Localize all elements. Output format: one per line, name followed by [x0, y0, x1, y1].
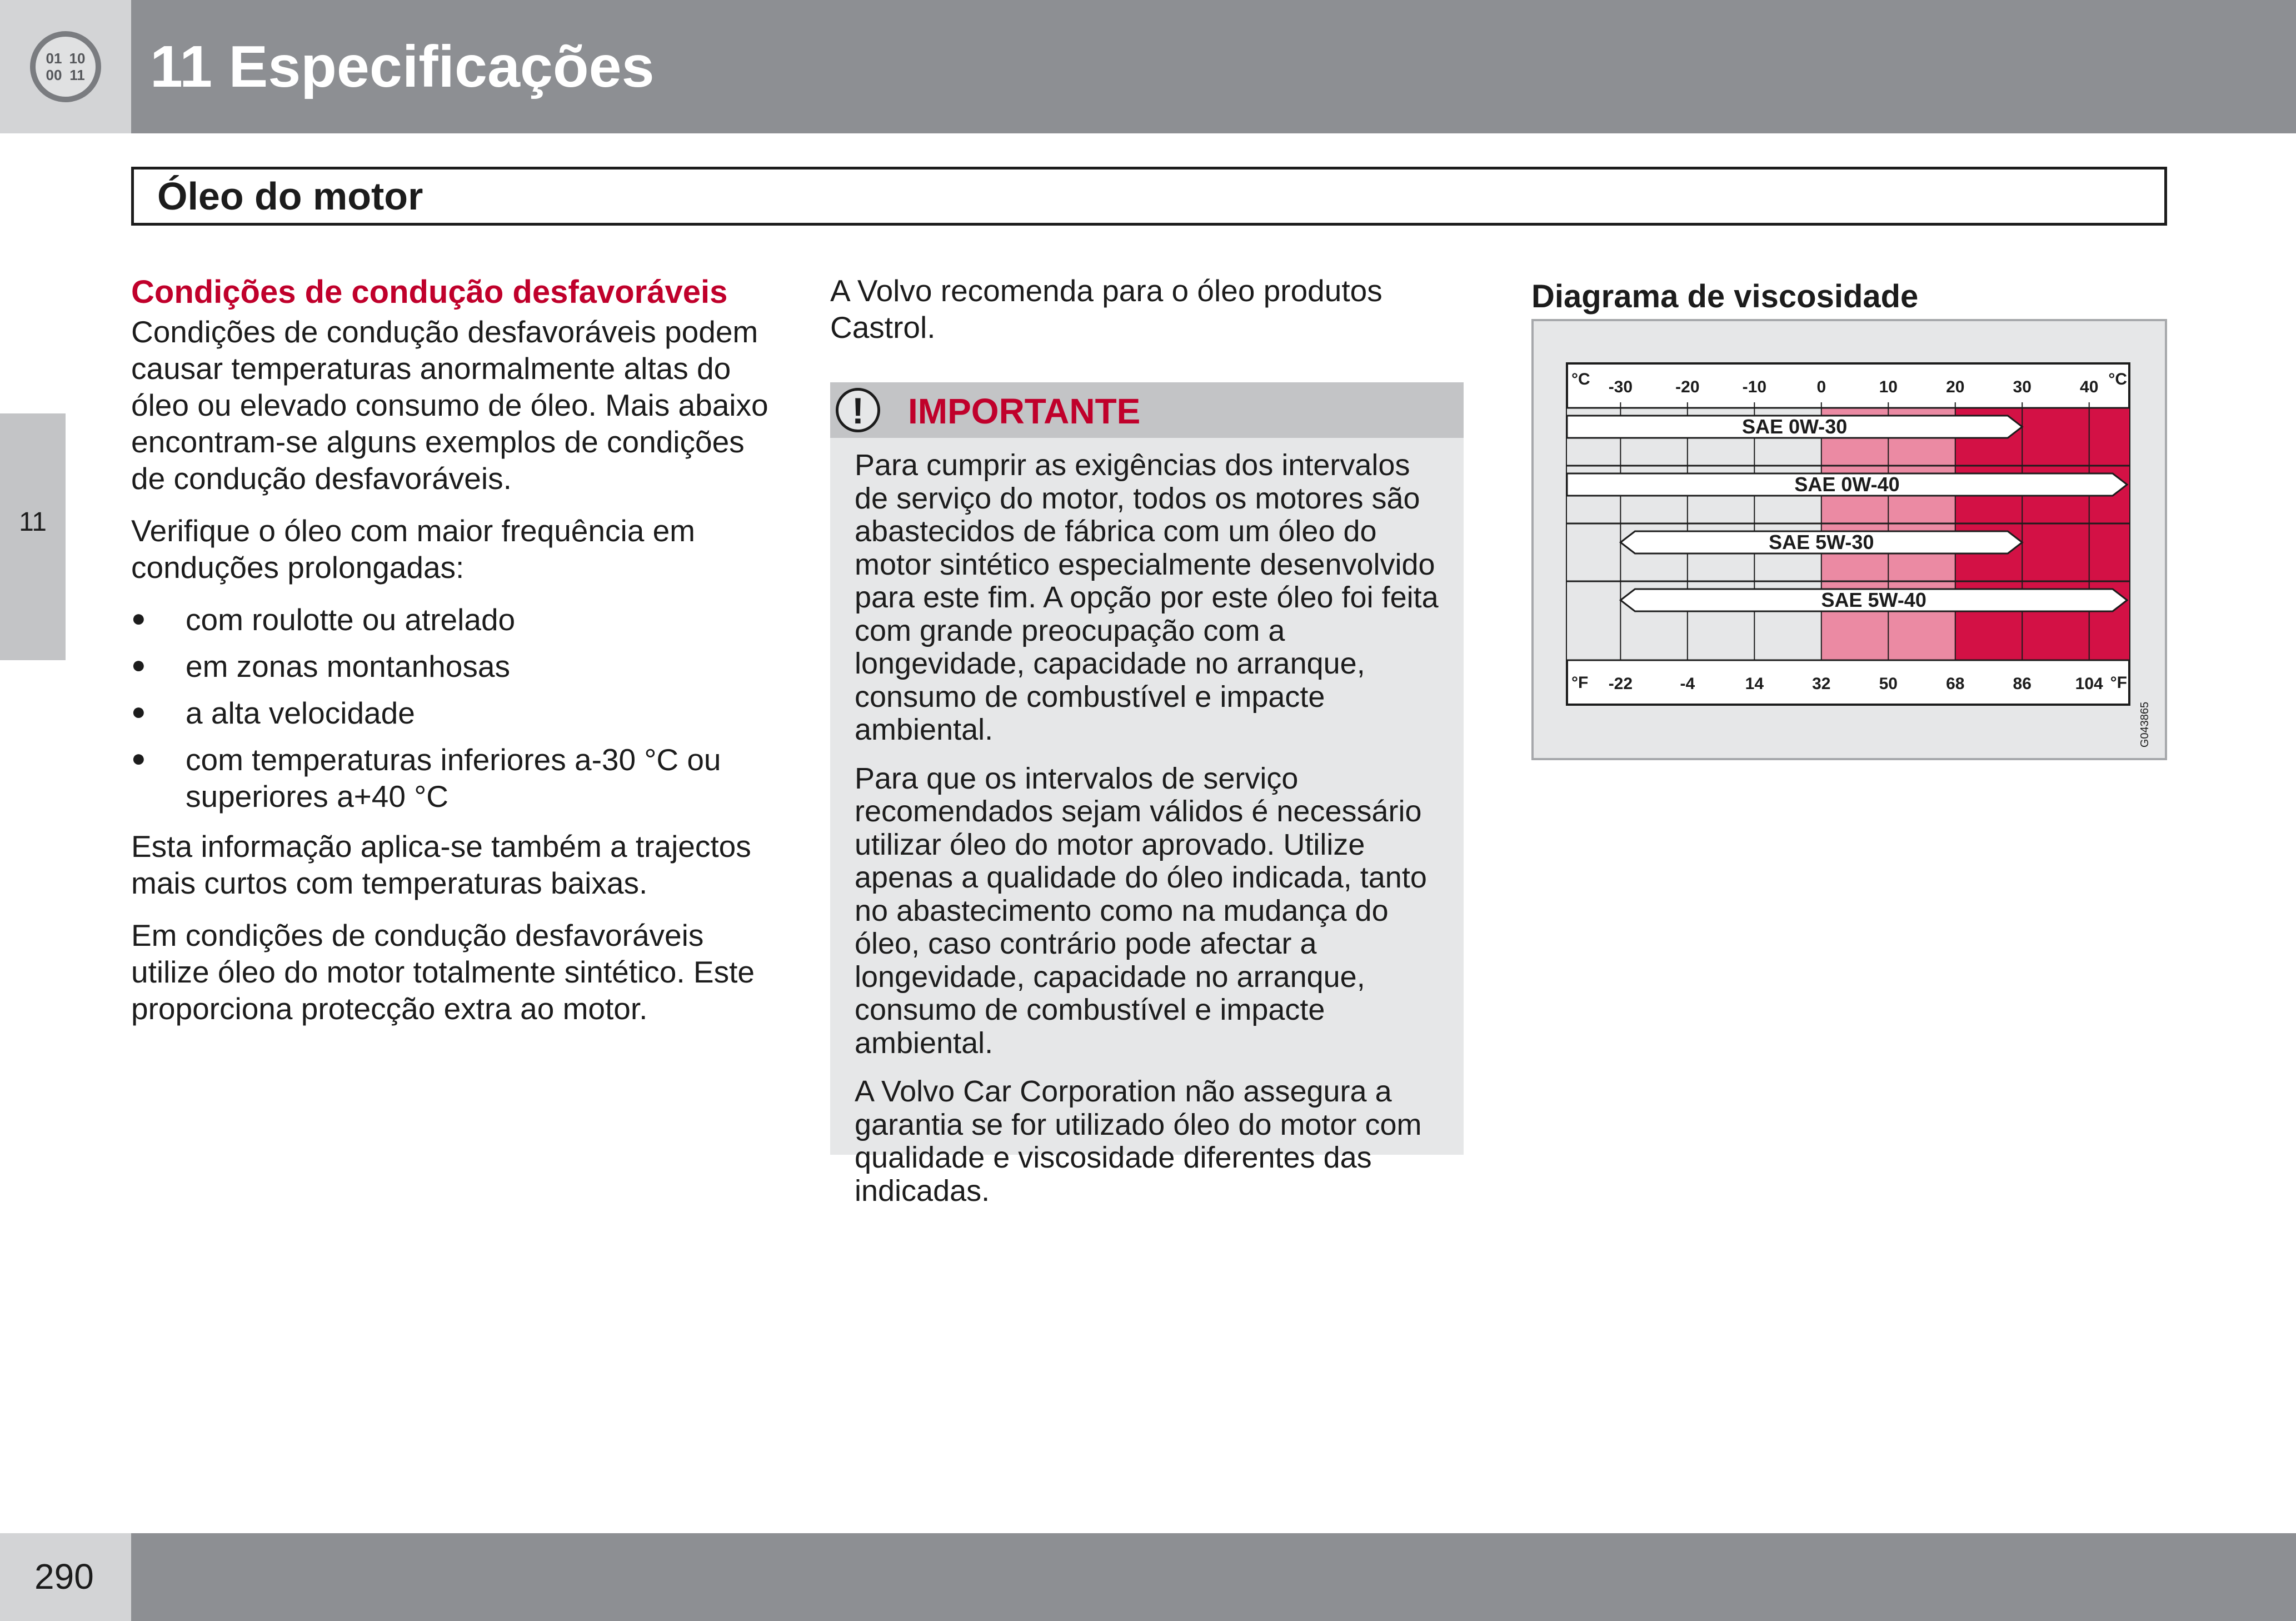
celsius-tick-label: 20: [1946, 378, 1965, 396]
paragraph: Condições de condução desfavoráveis podem causar temperaturas anormalmente altas do óleo ou elevado consumo de óleo. Mais abaixo encontram-se alguns exemplos de condições de condução desfavoráveis.: [131, 315, 768, 496]
footer-page-area: [0, 1533, 131, 1621]
celsius-tick-label: 30: [2013, 378, 2032, 396]
celsius-unit-right: °C: [2108, 370, 2127, 388]
fahrenheit-tick-label: -22: [1608, 675, 1633, 693]
celsius-tick-label: -30: [1608, 378, 1633, 396]
important-title: IMPORTANTE: [908, 391, 1141, 431]
celsius-tick-label: 0: [1816, 378, 1826, 396]
viscosity-chart: [1531, 319, 2167, 760]
footer-bar: [131, 1533, 2296, 1621]
bullet-item: ● em zonas montanhosas: [131, 648, 776, 685]
fahrenheit-tick-label: 86: [2013, 675, 2032, 693]
paragraph: Esta informação aplica-se também a trajectos mais curtos com temperaturas baixas.: [131, 829, 751, 900]
page-number: 290: [34, 1557, 94, 1597]
fahrenheit-tick-label: 14: [1745, 675, 1764, 693]
grade-label: SAE 5W-30: [1769, 531, 1874, 553]
chapter-side-tab[interactable]: [0, 413, 66, 660]
header-bar: [131, 0, 2296, 133]
column-left: [131, 272, 776, 1043]
fahrenheit-tick-label: 32: [1812, 675, 1831, 693]
celsius-unit-left: °C: [1571, 370, 1590, 388]
fahrenheit-tick-label: 50: [1879, 675, 1898, 693]
celsius-tick-label: -10: [1742, 378, 1767, 396]
paragraph: Para cumprir as exigências dos intervalos de serviço do motor, todos os motores são abastecidos de fábrica com um óleo do motor sintético especialmente desenvolvido para este fim. A opção por este óleo foi feita com grande preocupação com a longevidade, capacidade no arranque, consumo de combustível e impacte ambiental.: [855, 448, 1439, 746]
bullet-list: [131, 601, 776, 815]
grade-label: SAE 5W-40: [1821, 588, 1926, 611]
paragraph: Verifique o óleo com maior frequência em conduções prolongadas:: [131, 513, 695, 585]
fahrenheit-tick-label: -4: [1680, 675, 1695, 693]
celsius-tick-label: 40: [2080, 378, 2099, 396]
bullet-item: ● a alta velocidade: [131, 695, 776, 731]
important-header: [830, 382, 1464, 438]
paragraph: Em condições de condução desfavoráveis utilize óleo do motor totalmente sintético. Este proporciona protecção extra ao motor.: [131, 918, 755, 1026]
conditions-heading: Condições de condução desfavoráveis: [131, 274, 728, 310]
bullet-item: ● com temperaturas inferiores a-30 °C ou superiores a+40 °C: [131, 741, 776, 815]
fahrenheit-tick-label: 104: [2075, 675, 2103, 693]
fahrenheit-tick-label: 68: [1946, 675, 1965, 693]
paragraph: A Volvo Car Corporation não assegura a garantia se for utilizado óleo do motor com qualidade e viscosidade diferentes das indicadas.: [855, 1075, 1422, 1208]
section-title-box: [131, 167, 2167, 226]
grade-label: SAE 0W-30: [1741, 415, 1848, 438]
figure-code: G043865: [2139, 701, 2151, 748]
fahrenheit-unit-left: °F: [1571, 674, 1589, 692]
fahrenheit-unit-right: °F: [2110, 674, 2127, 692]
column-middle: [830, 272, 1469, 361]
bullet-item: ● com roulotte ou atrelado: [131, 601, 776, 638]
important-body: [855, 449, 1449, 1223]
important-box: [830, 382, 1464, 1208]
footer: [0, 1533, 2296, 1621]
side-tab-label: 11: [19, 507, 47, 537]
icon-digit: 10: [69, 50, 86, 67]
paragraph: Para que os intervalos de serviço recomendados sejam válidos é necessário utilizar óleo do motor aprovado. Utilize apenas a qualidade do óleo indicada, tanto no abastecimento como na mudança do óleo, caso contrário pode afectar a longevidade, capacidade no arranque, consumo de combustível e impacte ambiental.: [855, 761, 1427, 1060]
chapter-title: 11 Especificações: [150, 34, 655, 99]
icon-digit: 00: [46, 67, 62, 83]
exclamation-icon: !: [836, 388, 880, 432]
binary-digits-icon: [28, 29, 103, 104]
icon-digit: 11: [69, 67, 85, 83]
icon-digit: 01: [46, 50, 62, 67]
grade-label: SAE 0W-40: [1794, 473, 1900, 496]
celsius-tick-label: -20: [1675, 378, 1700, 396]
celsius-tick-label: 10: [1879, 378, 1898, 396]
header-icon-area: [0, 0, 131, 133]
section-title: Óleo do motor: [157, 174, 423, 218]
castrol-intro: A Volvo recomenda para o óleo produtos Castrol.: [830, 273, 1382, 345]
chart-title: Diagrama de viscosidade: [1531, 278, 1919, 315]
